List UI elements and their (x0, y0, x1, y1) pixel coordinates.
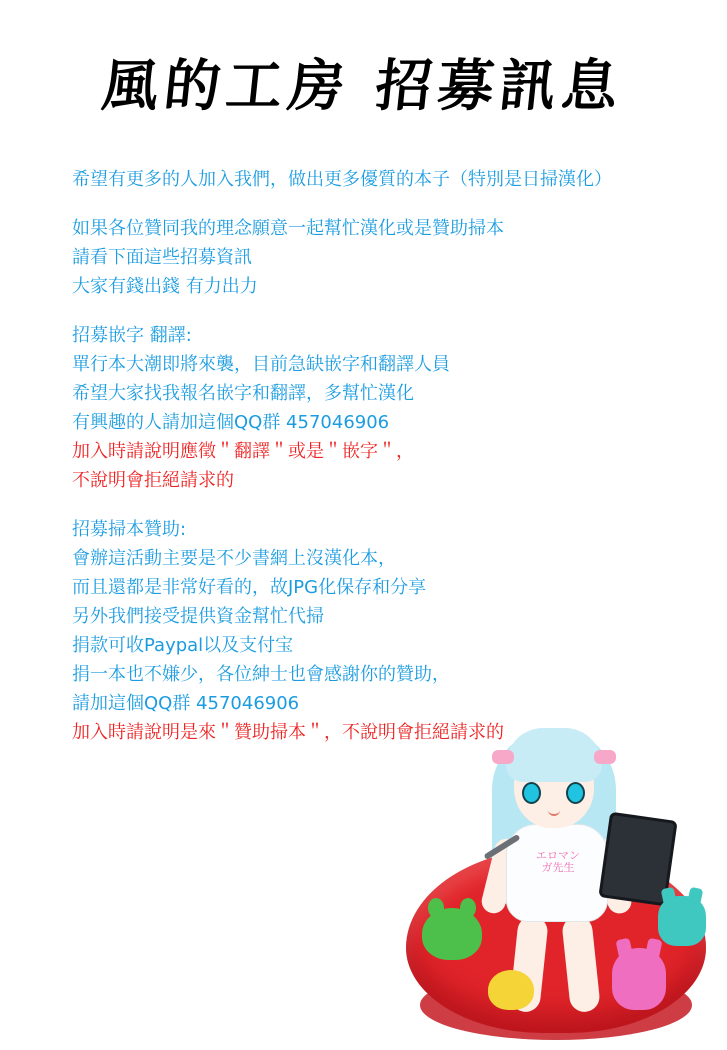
hair-ribbon-left (492, 750, 514, 764)
announcement-body (72, 165, 702, 747)
text-line: 另外我們接受提供資金幫忙代掃 (72, 606, 324, 627)
text-line: 希望有更多的人加入我們，做出更多優質的本子（特別是日掃漢化） (72, 169, 612, 190)
warning-line: 加入時請說明是來＂贊助掃本＂，不說明會拒絕請求的 (72, 722, 504, 743)
section-heading: 招募嵌字 翻譯: (72, 325, 192, 346)
paragraph-concept (72, 214, 702, 301)
warning-line: 加入時請說明應徵＂翻譯＂或是＂嵌字＂， (72, 441, 414, 462)
hair-ribbon-right (594, 750, 616, 764)
illustration-girl-on-beanbag (396, 720, 727, 1050)
text-line: 而且還都是非常好看的，故JPG化保存和分享 (72, 577, 427, 598)
qq-group-line: 有興趣的人請加這個QQ群 457046906 (72, 412, 390, 433)
text-line: 單行本大潮即將來襲，目前急缺嵌字和翻譯人員 (72, 354, 450, 375)
section-heading: 招募掃本贊助: (72, 519, 187, 540)
eye-right (566, 782, 585, 804)
paragraph-recruit-scan-sponsor (72, 515, 702, 747)
eye-left (522, 782, 541, 804)
payment-line: 捐款可收Paypal以及支付宝 (72, 635, 294, 656)
text-line: 大家有錢出錢 有力出力 (72, 276, 258, 297)
plush-yellow-chick (488, 970, 534, 1010)
text-line: 希望大家找我報名嵌字和翻譯，多幫忙漢化 (72, 383, 414, 404)
paragraph-recruit-typeset-translate (72, 321, 702, 495)
hair-front (506, 728, 602, 782)
plush-teal-cat (658, 896, 706, 946)
text-line: 會辦這活動主要是不少書網上沒漢化本， (72, 548, 396, 569)
paragraph-intro (72, 165, 702, 194)
page-title: 風的工房 招募訊息 (98, 53, 628, 119)
text-line: 請看下面這些招募資訊 (72, 247, 252, 268)
warning-line: 不說明會拒絕請求的 (72, 470, 234, 491)
text-line: 如果各位贊同我的理念願意一起幫忙漢化或是贊助掃本 (72, 218, 504, 239)
plush-pink-cat (612, 948, 666, 1010)
text-line: 捐一本也不嫌少，各位紳士也會感謝你的贊助， (72, 664, 450, 685)
plush-green-frog (422, 908, 482, 960)
qq-group-line: 請加這個QQ群 457046906 (72, 693, 300, 714)
shirt-print-text: エロマンガ先生 (536, 849, 580, 874)
